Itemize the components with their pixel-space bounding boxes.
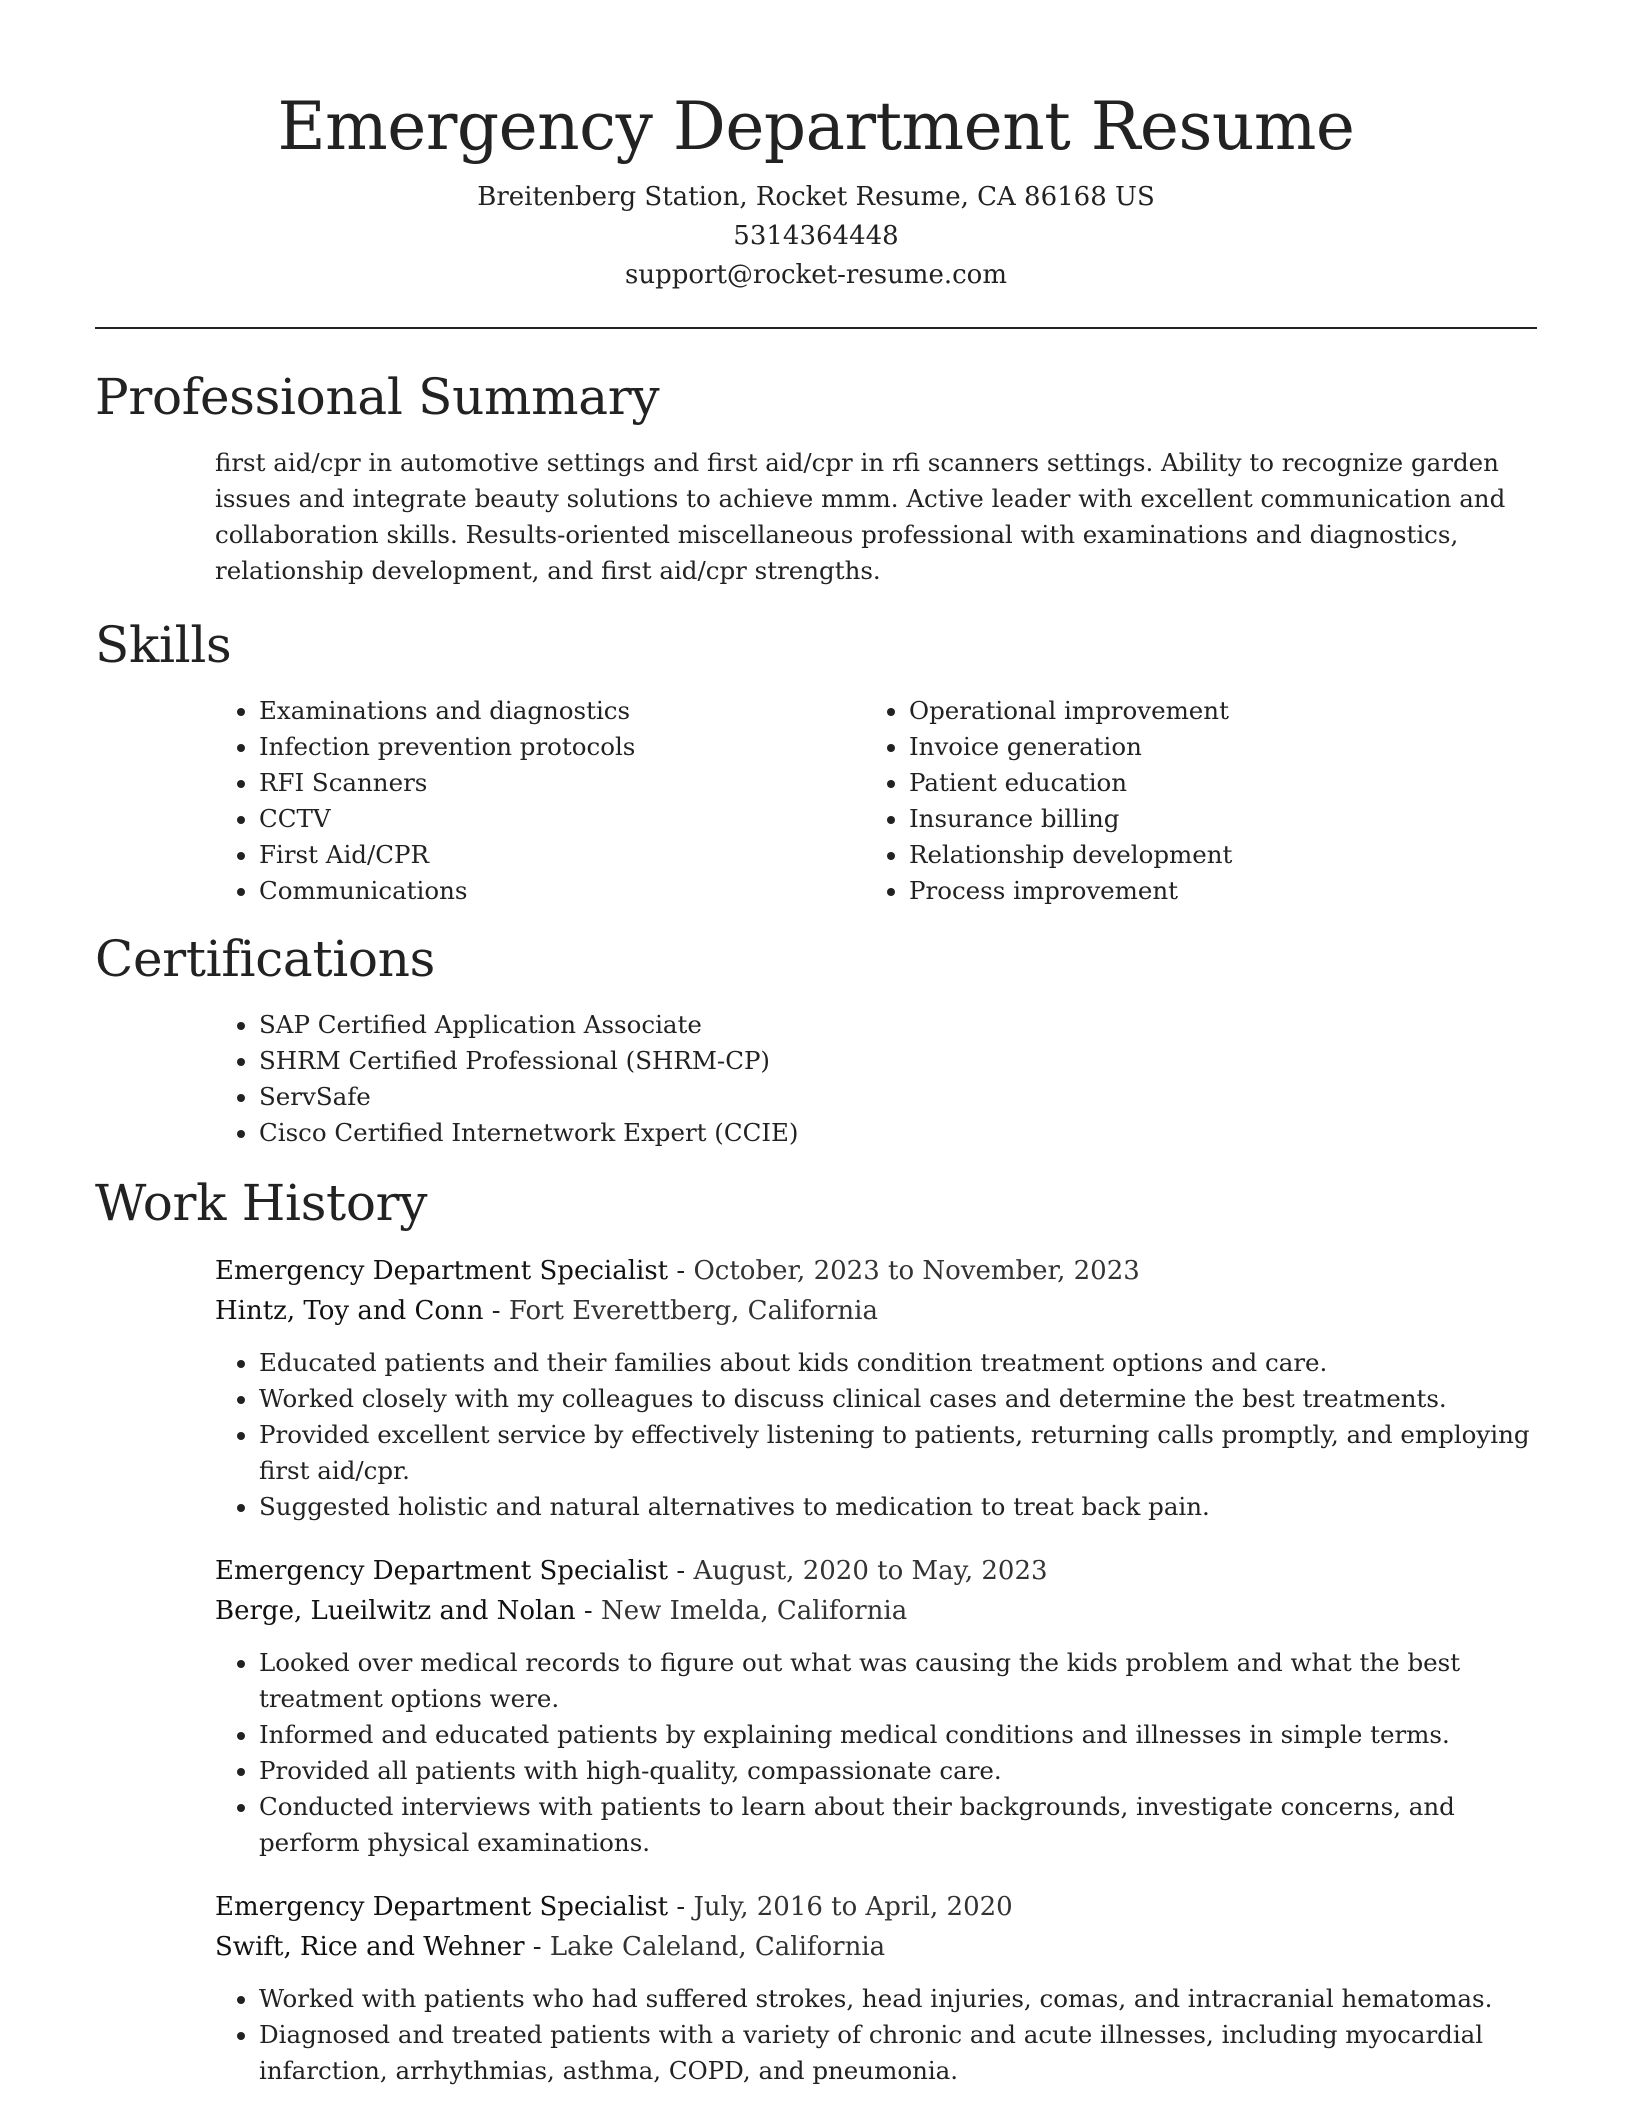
work-history-heading: Work History <box>95 1174 428 1232</box>
email: support@rocket-resume.com <box>624 260 1007 290</box>
skill-item: • CCTV <box>259 801 865 837</box>
job-bullet: • Diagnosed and treated patients with a variety of chronic and acute illnesses, including myocardial infarction, arrhythmias, asthma, COPD, and pneumonia. <box>259 2017 1537 2089</box>
job-bullet: • Conducted interviews with patients to learn about their backgrounds, investigate concerns, and perform physical examinations. <box>259 1789 1537 1861</box>
job-title: Emergency Department Specialist <box>215 1892 669 1922</box>
job-location: Fort Everettberg, California <box>508 1296 878 1326</box>
job-bullet: • Suggested holistic and natural alternatives to medication to treat back pain. <box>259 1489 1537 1525</box>
job-bullet: • Educated patients and their families about kids condition treatment options and care. <box>259 1345 1537 1381</box>
job-dates: July, 2016 to April, 2020 <box>693 1892 1013 1922</box>
job-company: Swift, Rice and Wehner <box>215 1932 525 1962</box>
skills-left-column <box>215 693 865 909</box>
job-entry <box>215 1887 1537 2089</box>
job-bullet: • Worked with patients who had suffered strokes, head injuries, comas, and intracranial hematomas. <box>259 1981 1537 2017</box>
job-location: Lake Caleland, California <box>549 1932 886 1962</box>
job-title-line: Emergency Department Specialist - July, 2016 to April, 2020 <box>215 1892 1013 1922</box>
certifications-heading: Certifications <box>95 930 435 988</box>
skills-heading: Skills <box>95 616 232 674</box>
job-title: Emergency Department Specialist <box>215 1556 669 1586</box>
resume-title: Emergency Department Resume <box>277 88 1355 165</box>
skill-item: • Insurance billing <box>909 801 1515 837</box>
job-entry <box>215 1551 1537 1861</box>
job-company: Hintz, Toy and Conn <box>215 1296 484 1326</box>
certifications-list <box>215 1007 1537 1151</box>
phone: 5314364448 <box>733 221 899 251</box>
skill-item: • Examinations and diagnostics <box>259 693 865 729</box>
job-company: Berge, Lueilwitz and Nolan <box>215 1596 576 1626</box>
job-bullets <box>215 1981 1537 2089</box>
job-bullets <box>215 1645 1537 1861</box>
job-bullet: • Worked closely with my colleagues to discuss clinical cases and determine the best treatments. <box>259 1381 1537 1417</box>
certification-item: • SAP Certified Application Associate <box>259 1007 1537 1043</box>
work-history-section <box>95 1173 1537 2089</box>
job-title: Emergency Department Specialist <box>215 1256 669 1286</box>
certification-item: • Cisco Certified Internetwork Expert (CCIE) <box>259 1115 1537 1151</box>
summary-heading: Professional Summary <box>95 368 660 426</box>
job-dates: August, 2020 to May, 2023 <box>693 1556 1048 1586</box>
skill-item: • Infection prevention protocols <box>259 729 865 765</box>
resume-page <box>95 0 1537 2089</box>
certification-item: • SHRM Certified Professional (SHRM-CP) <box>259 1043 1537 1079</box>
skills-right-column <box>865 693 1515 909</box>
skill-item: • Invoice generation <box>909 729 1515 765</box>
summary-text: first aid/cpr in automotive settings and first aid/cpr in rfi scanners settings. Ability to recognize garden issues and integrate beauty solutions to achieve mmm. Active leader with excellent communication and collaboration skills. Results-oriented miscellaneous professional with examinations and diagnostics, relationship development, and first aid/cpr strengths. <box>215 448 1506 585</box>
job-title-line: Emergency Department Specialist - October, 2023 to November, 2023 <box>215 1256 1140 1286</box>
certifications-section <box>95 929 1537 1151</box>
address: Breitenberg Station, Rocket Resume, CA 86168 US <box>477 182 1155 212</box>
skill-item: • Process improvement <box>909 873 1515 909</box>
skills-columns <box>215 693 1537 909</box>
job-title-line: Emergency Department Specialist - August, 2020 to May, 2023 <box>215 1556 1048 1586</box>
job-dates: October, 2023 to November, 2023 <box>693 1256 1140 1286</box>
job-location: New Imelda, California <box>600 1596 908 1626</box>
skill-item: • RFI Scanners <box>259 765 865 801</box>
job-bullet: • Looked over medical records to figure out what was causing the kids problem and what the best treatment options were. <box>259 1645 1537 1717</box>
job-bullet: • Provided all patients with high-quality, compassionate care. <box>259 1753 1537 1789</box>
summary-section <box>95 367 1537 589</box>
job-bullets <box>215 1345 1537 1525</box>
job-entry <box>215 1251 1537 1525</box>
job-company-line: Berge, Lueilwitz and Nolan - New Imelda, California <box>215 1596 908 1626</box>
job-company-line: Swift, Rice and Wehner - Lake Caleland, California <box>215 1932 886 1962</box>
resume-header <box>95 0 1537 295</box>
skill-item: • Operational improvement <box>909 693 1515 729</box>
skill-item: • Patient education <box>909 765 1515 801</box>
skill-item: • Communications <box>259 873 865 909</box>
skill-item: • First Aid/CPR <box>259 837 865 873</box>
certification-item: • ServSafe <box>259 1079 1537 1115</box>
skill-item: • Relationship development <box>909 837 1515 873</box>
contact-info <box>95 178 1537 295</box>
job-company-line: Hintz, Toy and Conn - Fort Everettberg, California <box>215 1296 878 1326</box>
header-divider <box>95 327 1537 329</box>
job-bullet: • Provided excellent service by effectively listening to patients, returning calls promptly, and employing first aid/cpr. <box>259 1417 1537 1489</box>
job-bullet: • Informed and educated patients by explaining medical conditions and illnesses in simple terms. <box>259 1717 1537 1753</box>
skills-section <box>95 615 1537 909</box>
